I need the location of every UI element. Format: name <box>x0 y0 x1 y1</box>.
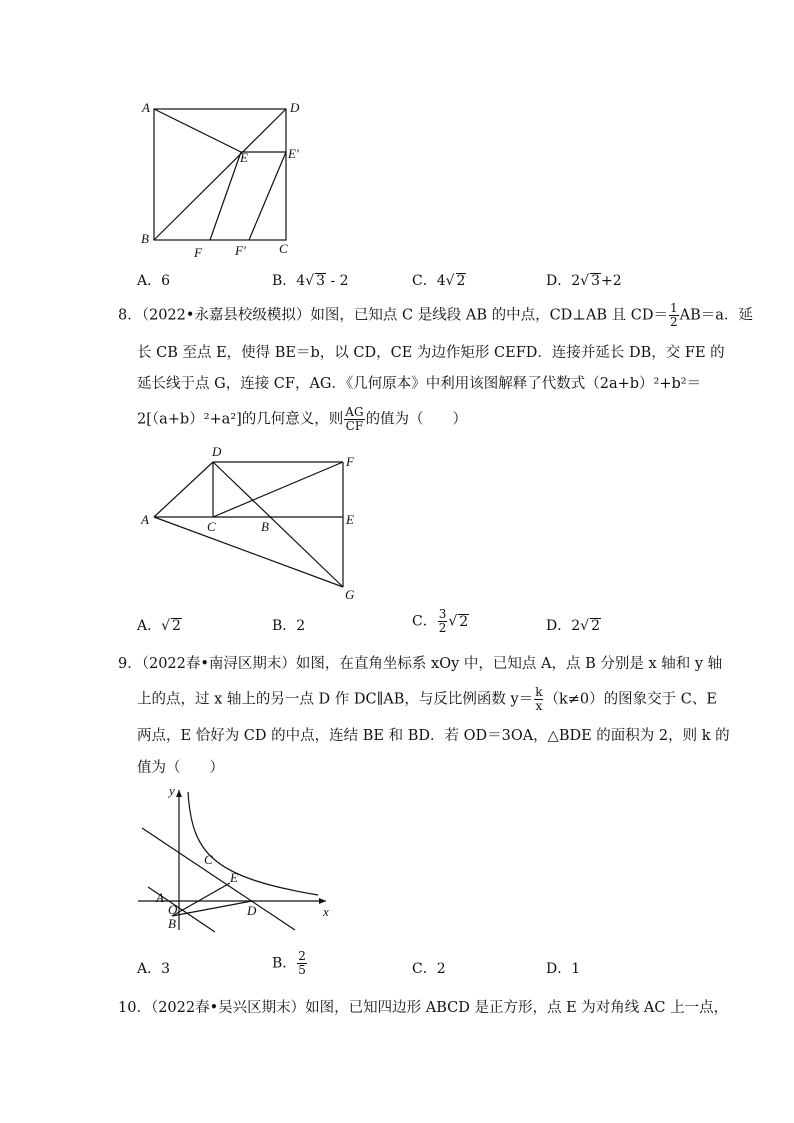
label-F: F <box>194 245 202 260</box>
label-A: A <box>141 512 149 527</box>
figure-q7-square <box>130 95 310 265</box>
label-C: C <box>279 241 288 256</box>
q8-option-c[interactable]: C． $\frac{3}{2}$ √ 2 <box>412 607 469 635</box>
q8-option-d[interactable]: D．2√ 2 <box>546 618 600 634</box>
label-E-prime: E′ <box>288 146 299 161</box>
label-E: E <box>240 150 248 165</box>
q8-line-3: 延长线于点 G，连接 CF，AG．《几何原本》中利用该图解释了代数式（2a+b）²+b²＝ <box>137 376 702 392</box>
q8-line-4: 2[（a+b）²+a²]的几何意义，则 $\frac{AG}{CF}$ 的值为（ ） <box>137 405 468 433</box>
label-E: E <box>230 870 238 885</box>
label-B: B <box>261 519 269 534</box>
label-A: A <box>156 890 164 905</box>
figure-q9-coordinate-plane <box>130 782 340 942</box>
hyperbola <box>188 792 318 895</box>
label-B: B <box>168 916 176 931</box>
q9-line-2: 上的点，过 x 轴上的另一点 D 作 DC∥AB，与反比例函数 y＝ $\frac{k}{x}$ （k≠0）的图象交于 C、E <box>137 685 717 713</box>
q9-option-d[interactable]: D．1 <box>546 961 581 977</box>
label-E: E <box>346 512 354 527</box>
label-A: A <box>142 100 150 115</box>
q8-line-1: 8．（2022•永嘉县校级模拟）如图，已知点 C 是线段 AB 的中点，CD⊥AB 且 CD＝ $\frac{1}{2}$ AB＝a．延 <box>118 301 753 329</box>
q7-option-b[interactable]: B．4√ 3 - 2 <box>272 273 349 289</box>
label-F-prime: F′ <box>235 243 246 258</box>
q9-line-1: 9．（2022春•南浔区期末）如图，在直角坐标系 xOy 中，已知点 A，点 B 分别是 x 轴和 y 轴 <box>118 656 723 672</box>
figure-q8-rectangle <box>130 440 370 610</box>
label-y: y <box>169 783 175 798</box>
q9-line-4: 值为（ ） <box>137 760 224 776</box>
q9-option-a[interactable]: A．3 <box>137 961 171 977</box>
q7-option-c[interactable]: C．4√ 2 <box>412 273 466 289</box>
label-B: B <box>141 231 149 246</box>
label-O: O <box>168 902 178 917</box>
q7-option-a[interactable]: A．6 <box>137 273 171 289</box>
q9-option-b[interactable]: B． $\frac{2}{5}$ <box>272 949 306 977</box>
q8-line-2: 长 CB 至点 E，使得 BE＝b，以 CD，CE 为边作矩形 CEFD．连接并延长 DB，交 FE 的 <box>137 345 725 361</box>
q7-option-d[interactable]: D．2√ 3+2 <box>546 273 622 289</box>
q8-option-b[interactable]: B．2 <box>272 618 306 634</box>
q9-line-3: 两点，E 恰好为 CD 的中点，连结 BE 和 BD．若 OD＝3OA，△BDE 的面积为 2，则 k 的 <box>137 728 730 744</box>
label-C: C <box>204 852 213 867</box>
label-D: D <box>212 444 222 459</box>
q10-line-1: 10．（2022春•吴兴区期末）如图，已知四边形 ABCD 是正方形，点 E 为对角线 AC 上一点， <box>118 1000 729 1016</box>
q9-option-c[interactable]: C．2 <box>412 961 446 977</box>
label-D: D <box>247 903 257 918</box>
label-C: C <box>207 519 216 534</box>
line-dc <box>142 828 295 930</box>
q8-option-a[interactable]: A．√ 2 <box>137 618 181 634</box>
label-D: D <box>290 100 300 115</box>
label-F: F <box>346 454 354 469</box>
label-G: G <box>345 587 355 602</box>
label-x: x <box>323 904 329 919</box>
